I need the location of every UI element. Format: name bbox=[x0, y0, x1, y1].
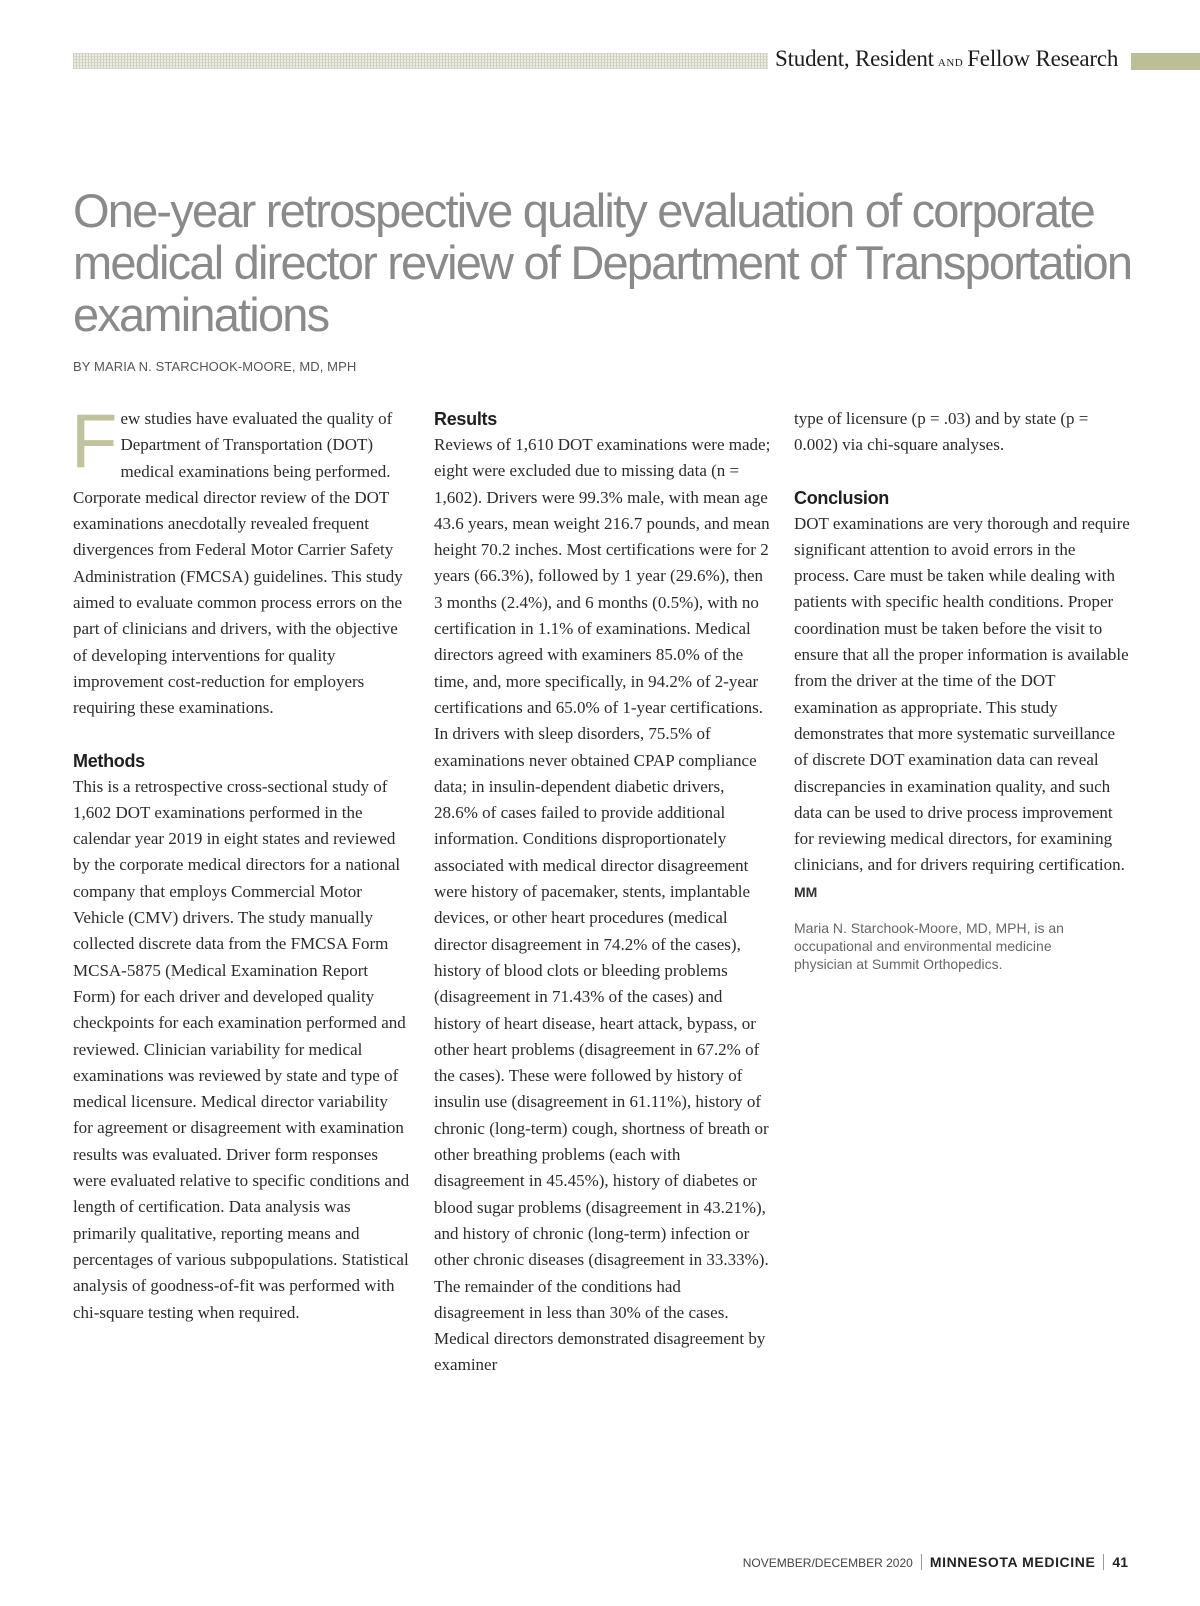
section-title bbox=[775, 46, 1118, 72]
results-continued-text: type of licensure (p = .03) and by state (p = 0.002) via chi-square analyses. bbox=[794, 409, 1089, 455]
header-accent-tab bbox=[1131, 53, 1200, 70]
footer-issue: NOVEMBER/DECEMBER 2020 bbox=[742, 1556, 913, 1570]
drop-cap: F bbox=[71, 399, 118, 484]
column-3 bbox=[794, 406, 1132, 973]
article-title: One-year retrospective quality evaluation of corporate medical director review of Department of Transportation examinations bbox=[73, 184, 1132, 341]
methods-heading: Methods bbox=[73, 750, 145, 771]
intro-paragraph bbox=[71, 399, 411, 722]
conclusion-heading: Conclusion bbox=[794, 487, 889, 508]
column-1 bbox=[71, 399, 411, 1326]
column-2 bbox=[434, 406, 772, 1379]
footer-divider bbox=[921, 1554, 922, 1570]
header-decorative-bar bbox=[73, 53, 768, 69]
end-mark: MM bbox=[794, 883, 818, 900]
section-title-part2: Fellow Research bbox=[967, 46, 1119, 71]
page-number: 41 bbox=[1112, 1554, 1128, 1570]
byline: BY MARIA N. STARCHOOK-MOORE, MD, MPH bbox=[73, 359, 357, 374]
intro-text: ew studies have evaluated the quality of Department of Transportation (DOT) medical examinations being performed. Corporate medical director review of the DOT examinations anecdotally revealed frequent divergences from Federal Motor Carrier Safety Administration (FMCSA) guidelines. This study aimed to evaluate common process errors on the part of clinicians and drivers, with the objective of developing interventions for quality improvement cost-reduction for employers requiring these examinations. bbox=[73, 409, 403, 718]
author-bio: Maria N. Starchook-Moore, MD, MPH, is an occupational and environmental medicine physician at Summit Orthopedics. bbox=[794, 920, 1064, 973]
conclusion-paragraph bbox=[794, 511, 1132, 905]
footer-divider bbox=[1103, 1554, 1104, 1570]
results-heading: Results bbox=[434, 409, 497, 429]
footer-magazine-name: MINNESOTA MEDICINE bbox=[929, 1554, 1096, 1570]
section-title-part1: Student, Resident bbox=[775, 46, 934, 71]
results-text: Reviews of 1,610 DOT examinations were made; eight were excluded due to missing data (n = 1,602). Drivers were 99.3% male, with mean age 43.6 years, mean weight 216.7 pounds, and mean height 70.2 inches. Most certifications were for 2 years (66.3%), followed by 1 year (29.6%), then 3 months (2.4%), and 6 months (0.5%), with no certification in 1.1% of examinations. Medical directors agreed with examiners 85.0% of the time, and, more specifically, in 94.2% of 2-year certifications and 65.0% of 1-year certifications. In drivers with sleep disorders, 75.5% of examinations never obtained CPAP compliance data; in insulin-dependent diabetic drivers, 28.6% of cases failed to provide additional information. Conditions disproportionately associated with medical director disagreement were history of pacemaker, stents, implantable devices, or other heart procedures (medical director disagreement in 74.2% of the cases), history of blood clots or bleeding problems (disagreement in 71.43% of the cases) and history of heart disease, heart attack, bypass, or other heart problems (disagreement in 67.2% of the cases). These were followed by history of insulin use (disagreement in 61.11%), history of chronic (long-term) cough, shortness of breath or other breathing problems (each with disagreement in 45.45%), history of diabetes or blood sugar problems (disagreement in 43.21%), and history of chronic (long-term) infection or other chronic diseases (disagreement in 33.33%). The remainder of the conditions had disagreement in less than 30% of the cases. Medical directors demonstrated disagreement by examiner bbox=[434, 435, 771, 1375]
methods-text: This is a retrospective cross-sectional study of 1,602 DOT examinations performed in the calendar year 2019 in eight states and reviewed by the corporate medical directors for a national company that employs Commercial Motor Vehicle (CMV) drivers. The study manually collected discrete data from the FMCSA Form MCSA-5875 (Medical Examination Report Form) for each driver and developed quality checkpoints for each examination performed and reviewed. Clinician variability for medical examinations was reviewed by state and type of medical licensure. Medical director variability for agreement or disagreement with examination results was evaluated. Driver form responses were evaluated relative to specific conditions and length of certification. Data analysis was primarily qualitative, reporting means and percentages of various subpopulations. Statistical analysis of goodness-of-fit was performed with chi-square testing when required. bbox=[73, 776, 410, 1322]
section-title-and: AND bbox=[937, 57, 964, 69]
conclusion-text: DOT examinations are very thorough and require significant attention to avoid errors in the process. Care must be taken while dealing with patients with specific health conditions. Proper coordination must be taken before the visit to ensure that all the proper information is available from the driver at the time of the DOT examination as appropriate. This study demonstrates that more systematic surveillance of discrete DOT examination data can reveal discrepancies in examination quality, and such data can be used to drive process improvement for reviewing medical directors, for examining clinicians, and for drivers requiring certification. bbox=[794, 513, 1130, 875]
page-footer bbox=[743, 1554, 1128, 1572]
